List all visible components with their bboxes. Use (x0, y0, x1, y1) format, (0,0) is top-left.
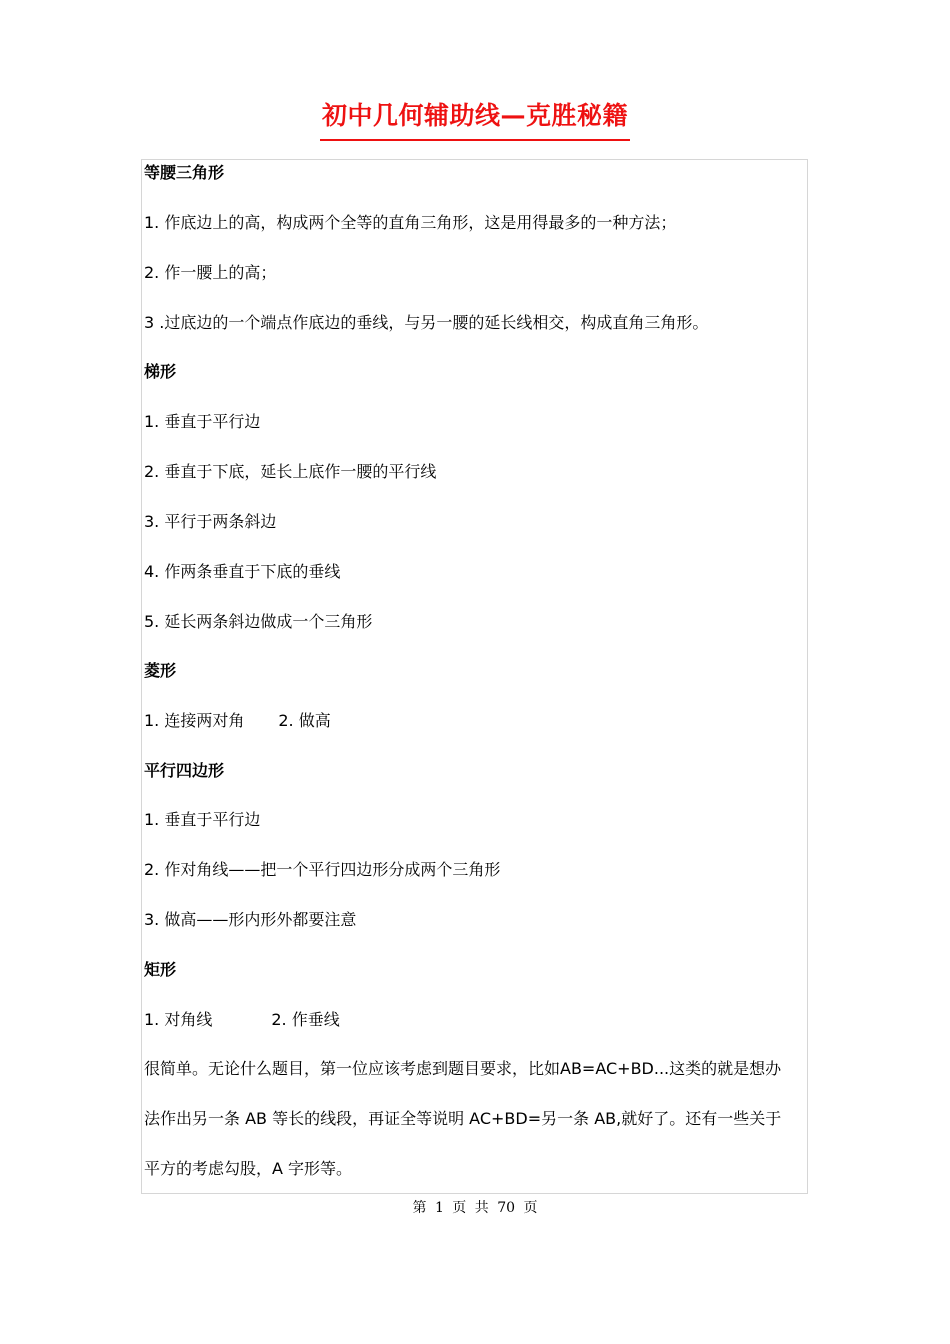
document-title: 初中几何辅助线—克胜秘籍 (321, 101, 628, 130)
rhombus-item-2: 2. 做高 (278, 711, 331, 730)
summary-line-3: 平方的考虑勾股，A 字形等。 (144, 1159, 353, 1178)
summary-line-1: 很简单。无论什么题目，第一位应该考虑到题目要求，比如AB=AC+BD...这类的就是想办 (144, 1059, 782, 1078)
rectangle-item-2: 2. 作垂线 (271, 1010, 340, 1029)
trapezoid-item-3: 3. 平行于两条斜边 (144, 512, 277, 531)
trapezoid-item-1: 1. 垂直于平行边 (144, 412, 261, 431)
heading-trapezoid: 梯形 (144, 362, 177, 381)
trapezoid-item-4: 4. 作两条垂直于下底的垂线 (144, 562, 341, 581)
heading-rectangle: 矩形 (144, 960, 177, 979)
heading-rhombus: 菱形 (144, 661, 177, 680)
rhombus-items (144, 709, 331, 733)
heading-parallelogram: 平行四边形 (144, 761, 225, 780)
isosceles-item-1: 1. 作底边上的高，构成两个全等的直角三角形，这是用得最多的一种方法； (144, 213, 677, 232)
rectangle-item-1: 1. 对角线 (144, 1010, 213, 1029)
rhombus-item-1: 1. 连接两对角 (144, 711, 245, 730)
rectangle-items (144, 1008, 340, 1032)
title-underline (320, 139, 630, 141)
parallelogram-item-2: 2. 作对角线——把一个平行四边形分成两个三角形 (144, 860, 501, 879)
heading-isosceles: 等腰三角形 (144, 163, 225, 182)
summary-line-2: 法作出另一条 AB 等长的线段，再证全等说明 AC+BD=另一条 AB,就好了。还有一些关于 (144, 1109, 782, 1128)
trapezoid-item-2: 2. 垂直于下底，延长上底作一腰的平行线 (144, 462, 437, 481)
isosceles-item-2: 2. 作一腰上的高； (144, 263, 277, 282)
parallelogram-item-3: 3. 做高——形内形外都要注意 (144, 910, 357, 929)
trapezoid-item-5: 5. 延长两条斜边做成一个三角形 (144, 612, 373, 631)
parallelogram-item-1: 1. 垂直于平行边 (144, 810, 261, 829)
isosceles-item-3: 3 .过底边的一个端点作底边的垂线，与另一腰的延长线相交，构成直角三角形。 (144, 313, 709, 332)
page-footer: 第 1 页 共 70 页 (412, 1200, 538, 1216)
